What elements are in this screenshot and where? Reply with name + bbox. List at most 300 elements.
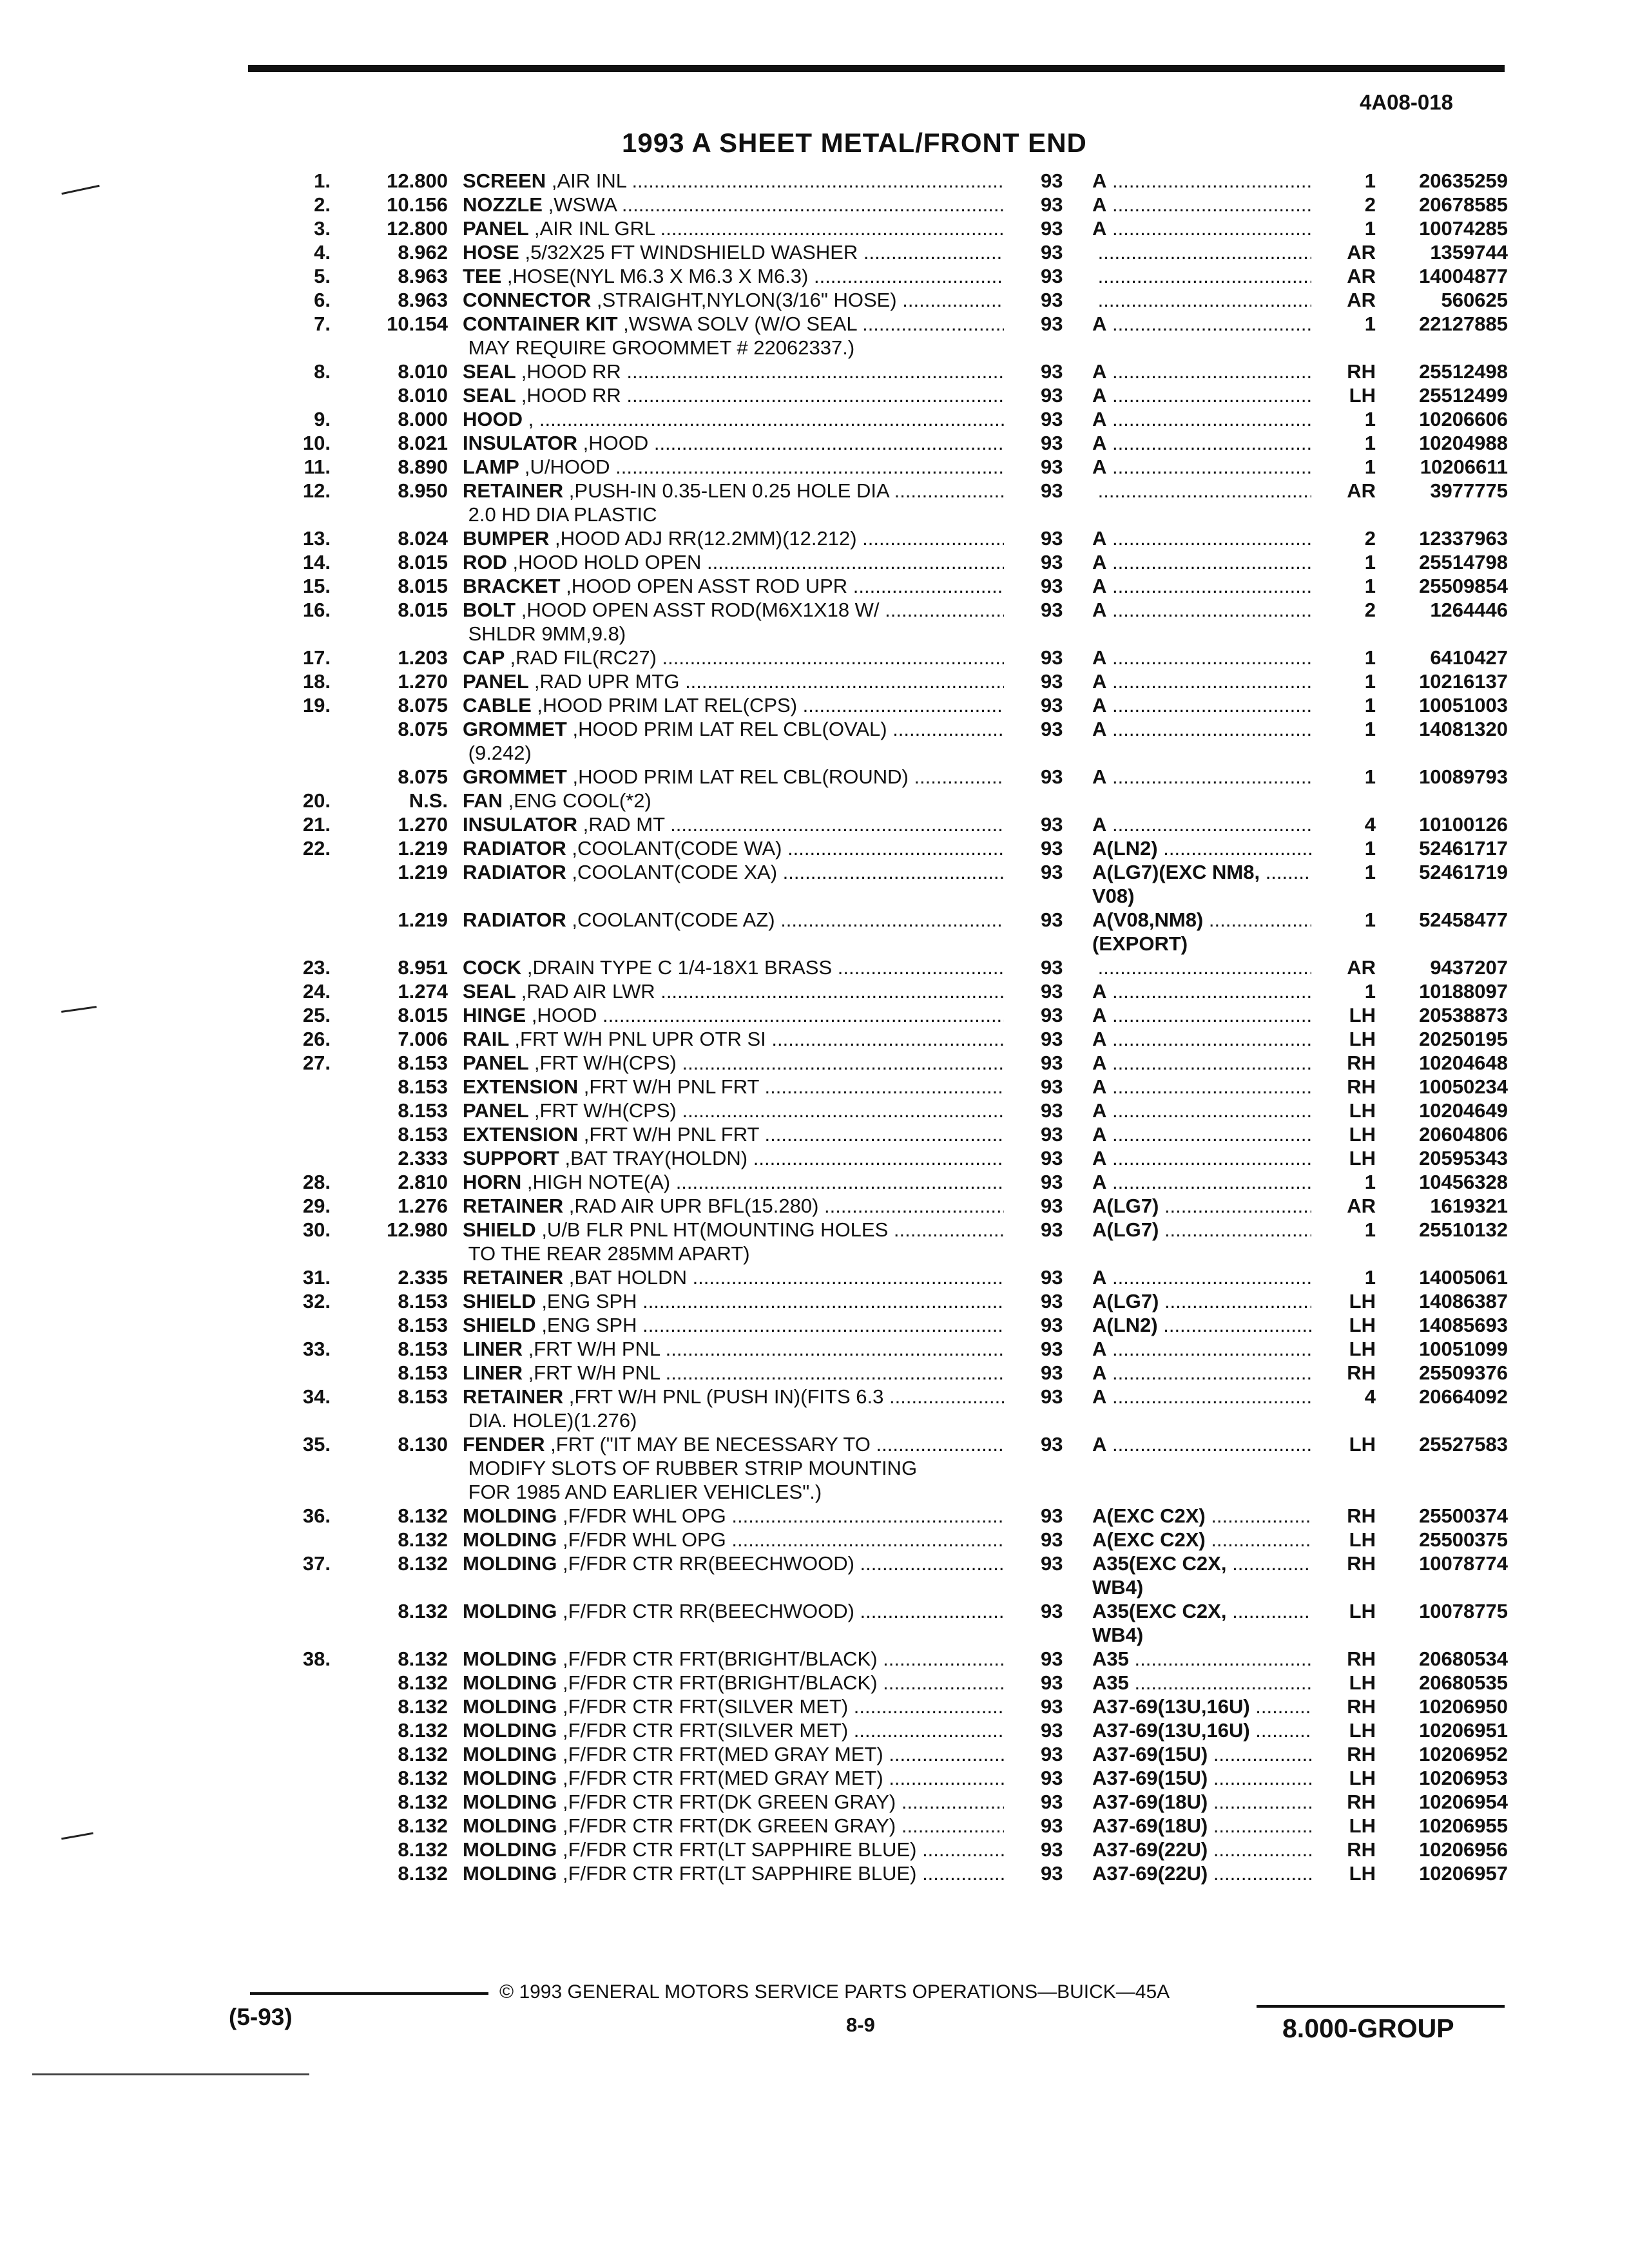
part-name: SHIELD — [463, 1290, 536, 1312]
part-number: 10216137 — [1419, 670, 1508, 693]
part-number: 20680534 — [1419, 1648, 1508, 1670]
model-year: 93 — [1041, 456, 1063, 478]
group-number: 8.153 — [398, 1385, 448, 1408]
part-detail: ,FRT W/H(CPS) — [534, 1099, 677, 1122]
part-detail: ,F/FDR CTR FRT(SILVER MET) — [563, 1695, 849, 1718]
model-usage: A(LG7)(EXC NM8, ..... — [1092, 860, 1311, 884]
group-number: 1.274 — [398, 980, 448, 1003]
item-number: 26. — [302, 1028, 331, 1050]
model-usage: A37-69(22U) ..... — [1092, 1861, 1311, 1885]
part-name: RADIATOR — [463, 908, 566, 931]
part-description — [463, 1718, 1004, 1742]
group-number: 8.890 — [398, 456, 448, 478]
group-number: 1.276 — [398, 1195, 448, 1217]
quantity: LH — [1349, 1028, 1376, 1050]
bottom-rule — [32, 2073, 309, 2075]
group-number: 1.203 — [398, 646, 448, 669]
footer-date: (5-93) — [229, 2004, 293, 2030]
part-name: TEE — [463, 265, 502, 287]
part-number: 25514798 — [1419, 551, 1508, 573]
part-description — [463, 550, 1004, 574]
part-detail: ,PUSH-IN 0.35-LEN 0.25 HOLE DIA — [568, 479, 889, 502]
model-usage — [1092, 240, 1311, 264]
part-detail: ,AIR INL — [551, 169, 626, 192]
part-name: PANEL — [463, 1099, 529, 1122]
part-name: RETAINER — [463, 479, 564, 502]
part-detail: ,FRT W/H(CPS) — [534, 1052, 677, 1074]
part-description — [463, 1456, 1004, 1480]
quantity: RH — [1347, 1838, 1376, 1861]
quantity: 1 — [1364, 432, 1376, 454]
group-number: 2.810 — [398, 1171, 448, 1193]
quantity: LH — [1349, 1099, 1376, 1122]
part-number: 10074285 — [1419, 217, 1508, 240]
model-year: 93 — [1041, 837, 1063, 860]
model-year: 93 — [1041, 765, 1063, 788]
group-number: 8.153 — [398, 1052, 448, 1074]
part-detail: ,COOLANT(CODE WA) — [572, 837, 782, 860]
part-name: MOLDING — [463, 1695, 557, 1718]
part-name: MOLDING — [463, 1743, 557, 1765]
model-usage: A ..... — [1092, 1361, 1311, 1385]
model-year: 93 — [1041, 670, 1063, 693]
part-name: MOLDING — [463, 1767, 557, 1789]
model-usage: A ..... — [1092, 169, 1311, 193]
part-description — [463, 407, 1004, 431]
part-number: 14004877 — [1419, 265, 1508, 287]
part-description — [463, 622, 1004, 646]
quantity: RH — [1347, 1361, 1376, 1384]
model-year: 93 — [1041, 980, 1063, 1003]
part-number: 25527583 — [1419, 1433, 1508, 1456]
model-usage: A ..... — [1092, 669, 1311, 693]
part-description — [463, 431, 1004, 455]
part-number: 1359744 — [1430, 241, 1508, 264]
part-name: MOLDING — [463, 1504, 557, 1527]
footer-copyright: © 1993 GENERAL MOTORS SERVICE PARTS OPERATIONS—BUICK—45A — [499, 1981, 1170, 2003]
part-description — [463, 741, 1004, 765]
quantity: 1 — [1364, 408, 1376, 430]
item-number: 10. — [302, 432, 331, 454]
part-description — [463, 1671, 1004, 1695]
group-number: 1.270 — [398, 813, 448, 836]
group-number: 8.015 — [398, 1004, 448, 1026]
model-usage: A ..... — [1092, 193, 1311, 216]
model-year: 93 — [1041, 908, 1063, 931]
model-usage: A ..... — [1092, 550, 1311, 574]
part-description — [463, 789, 1004, 812]
group-number: 8.015 — [398, 575, 448, 597]
quantity: 2 — [1364, 599, 1376, 621]
group-number: 8.132 — [398, 1814, 448, 1837]
part-name: EXTENSION — [463, 1123, 579, 1146]
part-number: 52458477 — [1419, 908, 1508, 931]
part-number: 10206954 — [1419, 1791, 1508, 1813]
group-number: 8.132 — [398, 1528, 448, 1551]
group-number: 8.132 — [398, 1743, 448, 1765]
part-detail: ,HOOD — [531, 1004, 597, 1026]
part-description — [463, 1242, 1004, 1265]
model-year: 93 — [1041, 1171, 1063, 1193]
part-description — [463, 193, 1004, 216]
item-number: 1. — [314, 169, 331, 192]
part-description — [463, 908, 1004, 932]
part-description — [463, 455, 1004, 479]
model-year: 93 — [1041, 1814, 1063, 1837]
item-number: 37. — [302, 1552, 331, 1575]
quantity: 1 — [1364, 169, 1376, 192]
part-detail: , — [528, 408, 534, 430]
model-year: 93 — [1041, 408, 1063, 430]
part-number: 10078775 — [1419, 1600, 1508, 1622]
group-number: 8.132 — [398, 1838, 448, 1861]
model-usage: A ..... — [1092, 1170, 1311, 1194]
part-description — [463, 1289, 1004, 1313]
part-name: CONTAINER KIT — [463, 312, 618, 335]
part-description — [463, 312, 1004, 336]
quantity: 1 — [1364, 646, 1376, 669]
model-usage: A ..... — [1092, 812, 1311, 836]
part-detail: SHLDR 9MM,9.8) — [468, 622, 626, 645]
group-number: 8.153 — [398, 1099, 448, 1122]
part-detail: ,F/FDR CTR FRT(SILVER MET) — [563, 1719, 849, 1742]
part-description — [463, 1623, 1004, 1647]
item-number: 14. — [302, 551, 331, 573]
part-detail: ,HOOD ADJ RR(12.2MM)(12.212) — [554, 527, 857, 550]
part-description — [463, 1218, 1004, 1242]
part-detail: (9.242) — [468, 742, 532, 764]
group-number: 8.000 — [398, 408, 448, 430]
part-detail: ,RAD AIR LWR — [521, 980, 655, 1003]
page-title: 1993 A SHEET METAL/FRONT END — [622, 128, 1087, 158]
item-number: 36. — [302, 1504, 331, 1527]
group-number: 12.800 — [387, 217, 448, 240]
part-detail: ,F/FDR WHL OPG — [563, 1504, 726, 1527]
model-year: 93 — [1041, 1099, 1063, 1122]
part-detail: ,F/FDR CTR RR(BEECHWOOD) — [563, 1552, 854, 1575]
part-description — [463, 1575, 1004, 1599]
model-year: 93 — [1041, 1028, 1063, 1050]
model-year: 93 — [1041, 312, 1063, 335]
part-description — [463, 1814, 1004, 1838]
quantity: AR — [1347, 241, 1376, 264]
quantity: RH — [1347, 1695, 1376, 1718]
quantity: 1 — [1364, 312, 1376, 335]
part-description — [463, 503, 1004, 526]
model-usage: A ..... — [1092, 1075, 1311, 1099]
part-description — [463, 1194, 1004, 1218]
quantity: LH — [1349, 1719, 1376, 1742]
part-description — [463, 1051, 1004, 1075]
model-usage: A ..... — [1092, 1385, 1311, 1408]
group-number: 8.950 — [398, 479, 448, 502]
part-name: GROMMET — [463, 718, 567, 740]
part-number: 10050234 — [1419, 1075, 1508, 1098]
quantity: RH — [1347, 1552, 1376, 1575]
item-number: 16. — [302, 599, 331, 621]
part-detail: ,RAD FIL(RC27) — [510, 646, 657, 669]
part-name: BUMPER — [463, 527, 550, 550]
part-description — [463, 979, 1004, 1003]
part-number: 25500375 — [1419, 1528, 1508, 1551]
part-name: CONNECTOR — [463, 289, 592, 311]
quantity: AR — [1347, 1195, 1376, 1217]
part-detail: ,HOOD PRIM LAT REL CBL(OVAL) — [572, 718, 887, 740]
model-usage: A ..... — [1092, 1099, 1311, 1122]
part-name: CABLE — [463, 694, 532, 716]
part-detail: ,F/FDR CTR RR(BEECHWOOD) — [563, 1600, 854, 1622]
model-usage: A ..... — [1092, 574, 1311, 598]
model-usage: A ..... — [1092, 1146, 1311, 1170]
part-number: 10206606 — [1419, 408, 1508, 430]
part-detail: ,AIR INL GRL — [534, 217, 655, 240]
part-description — [463, 836, 1004, 860]
part-name: RETAINER — [463, 1266, 564, 1289]
model-usage: A35(EXC C2X, ..... — [1092, 1599, 1311, 1623]
quantity: 1 — [1364, 980, 1376, 1003]
group-number: 10.154 — [387, 312, 448, 335]
group-number: 8.132 — [398, 1552, 448, 1575]
quantity: 1 — [1364, 456, 1376, 478]
part-number: 10456328 — [1419, 1171, 1508, 1193]
item-number: 15. — [302, 575, 331, 597]
item-number: 34. — [302, 1385, 331, 1408]
model-year: 93 — [1041, 432, 1063, 454]
part-number: 10206955 — [1419, 1814, 1508, 1837]
part-name: INSULATOR — [463, 432, 577, 454]
part-name: MOLDING — [463, 1791, 557, 1813]
quantity: 1 — [1364, 1266, 1376, 1289]
part-detail: ,FRT W/H PNL FRT — [583, 1123, 759, 1146]
part-number: 25512499 — [1419, 384, 1508, 407]
part-description — [463, 1480, 1004, 1504]
part-name: MOLDING — [463, 1648, 557, 1670]
part-number: 10204649 — [1419, 1099, 1508, 1122]
group-number: 8.153 — [398, 1314, 448, 1336]
group-number: 8.132 — [398, 1671, 448, 1694]
quantity: 2 — [1364, 527, 1376, 550]
group-number: 12.980 — [387, 1218, 448, 1241]
model-usage: A(V08,NM8) ..... — [1092, 908, 1311, 932]
part-name: LINER — [463, 1361, 523, 1384]
model-usage: A37-69(13U,16U) ..... — [1092, 1718, 1311, 1742]
group-number: 2.335 — [398, 1266, 448, 1289]
model-usage: A ..... — [1092, 1003, 1311, 1027]
model-year: 93 — [1041, 956, 1063, 979]
part-name: SHIELD — [463, 1314, 536, 1336]
group-number: 8.024 — [398, 527, 448, 550]
part-detail: ,U/B FLR PNL HT(MOUNTING HOLES — [541, 1218, 889, 1241]
part-number: 10206953 — [1419, 1767, 1508, 1789]
part-name: NOZZLE — [463, 193, 543, 216]
part-name: RETAINER — [463, 1385, 564, 1408]
part-number: 52461719 — [1419, 861, 1508, 883]
group-number: 8.153 — [398, 1361, 448, 1384]
part-name: FENDER — [463, 1433, 545, 1456]
part-number: 1619321 — [1430, 1195, 1508, 1217]
part-name: SUPPORT — [463, 1147, 559, 1169]
model-year: 93 — [1041, 1075, 1063, 1098]
model-year: 93 — [1041, 217, 1063, 240]
model-year: 93 — [1041, 718, 1063, 740]
part-detail: ,FRT W/H PNL (PUSH IN)(FITS 6.3 — [568, 1385, 884, 1408]
part-detail: ,COOLANT(CODE XA) — [572, 861, 778, 883]
model-year: 93 — [1041, 1552, 1063, 1575]
group-number: 8.153 — [398, 1290, 448, 1312]
page-number: 8-9 — [846, 2013, 875, 2036]
part-detail: FOR 1985 AND EARLIER VEHICLES".) — [468, 1481, 822, 1503]
model-year: 93 — [1041, 1338, 1063, 1360]
part-description — [463, 383, 1004, 407]
part-number: 20664092 — [1419, 1385, 1508, 1408]
quantity: 1 — [1364, 670, 1376, 693]
part-description — [463, 169, 1004, 193]
item-number: 25. — [302, 1004, 331, 1026]
part-number: 14005061 — [1419, 1266, 1508, 1289]
part-description — [463, 1838, 1004, 1861]
item-number: 18. — [302, 670, 331, 693]
item-number: 19. — [302, 694, 331, 716]
group-number: 8.132 — [398, 1504, 448, 1527]
model-usage: A ..... — [1092, 979, 1311, 1003]
part-name: SEAL — [463, 384, 516, 407]
item-number: 35. — [302, 1433, 331, 1456]
part-number: 14086387 — [1419, 1290, 1508, 1312]
group-number: 8.075 — [398, 718, 448, 740]
item-number: 21. — [302, 813, 331, 836]
part-detail: ,F/FDR CTR FRT(LT SAPPHIRE BLUE) — [563, 1838, 917, 1861]
part-description — [463, 1599, 1004, 1623]
model-usage: A ..... — [1092, 646, 1311, 669]
part-number: 10204988 — [1419, 432, 1508, 454]
part-description — [463, 216, 1004, 240]
item-number: 30. — [302, 1218, 331, 1241]
part-number: 10100126 — [1419, 813, 1508, 836]
part-description — [463, 1766, 1004, 1790]
part-description — [463, 1552, 1004, 1575]
item-number: 29. — [302, 1195, 331, 1217]
model-year: 93 — [1041, 694, 1063, 716]
quantity: 1 — [1364, 1218, 1376, 1241]
part-detail: ,BAT HOLDN — [568, 1266, 687, 1289]
group-number: 8.153 — [398, 1075, 448, 1098]
part-detail: ,WSWA — [548, 193, 617, 216]
group-number: 8.015 — [398, 599, 448, 621]
model-usage: A(LG7) ..... — [1092, 1289, 1311, 1313]
part-name: MOLDING — [463, 1528, 557, 1551]
model-usage: A(LG7) ..... — [1092, 1194, 1311, 1218]
group-number: 8.132 — [398, 1767, 448, 1789]
part-description — [463, 932, 1004, 956]
model-usage: A ..... — [1092, 717, 1311, 741]
part-name: RETAINER — [463, 1195, 564, 1217]
part-name: MOLDING — [463, 1552, 557, 1575]
part-detail: ,RAD UPR MTG — [534, 670, 680, 693]
quantity: 1 — [1364, 861, 1376, 883]
quantity: 1 — [1364, 217, 1376, 240]
part-number: 1264446 — [1430, 599, 1508, 621]
part-name: MOLDING — [463, 1719, 557, 1742]
model-year: 93 — [1041, 599, 1063, 621]
part-description — [463, 860, 1004, 884]
part-name: BOLT — [463, 599, 516, 621]
quantity: 2 — [1364, 193, 1376, 216]
part-name: ROD — [463, 551, 507, 573]
part-detail: ,FRT W/H PNL — [528, 1361, 660, 1384]
part-number: 10051099 — [1419, 1338, 1508, 1360]
part-description — [463, 264, 1004, 288]
part-name: SCREEN — [463, 169, 546, 192]
group-number: 8.075 — [398, 765, 448, 788]
part-name: RADIATOR — [463, 837, 566, 860]
part-name: RAIL — [463, 1028, 509, 1050]
model-year: 93 — [1041, 1004, 1063, 1026]
model-usage: A ..... — [1092, 765, 1311, 789]
item-number: 22. — [302, 837, 331, 860]
model-year: 93 — [1041, 1385, 1063, 1408]
part-detail: ,F/FDR CTR FRT(BRIGHT/BLACK) — [563, 1648, 878, 1670]
model-usage — [1092, 956, 1311, 979]
part-description — [463, 693, 1004, 717]
part-number: 22127885 — [1419, 312, 1508, 335]
part-detail: ,BAT TRAY(HOLDN) — [564, 1147, 748, 1169]
model-usage: A ..... — [1092, 1432, 1311, 1456]
part-description — [463, 1385, 1004, 1408]
group-number: 7.006 — [398, 1028, 448, 1050]
part-description — [463, 1432, 1004, 1456]
group-number: N.S. — [409, 789, 448, 812]
part-description — [463, 1146, 1004, 1170]
quantity: 4 — [1364, 813, 1376, 836]
quantity: RH — [1347, 1075, 1376, 1098]
part-description — [463, 598, 1004, 622]
part-detail: ,RAD MT — [583, 813, 665, 836]
model-usage — [1092, 479, 1311, 503]
part-number: 20678585 — [1419, 193, 1508, 216]
part-number: 20250195 — [1419, 1028, 1508, 1050]
group-number: 8.132 — [398, 1600, 448, 1622]
quantity: RH — [1347, 1648, 1376, 1670]
part-number: 3977775 — [1430, 479, 1508, 502]
part-number: 14081320 — [1419, 718, 1508, 740]
part-name: MOLDING — [463, 1814, 557, 1837]
model-usage: A(LN2) ..... — [1092, 1313, 1311, 1337]
part-description — [463, 1408, 1004, 1432]
model-year: 93 — [1041, 1123, 1063, 1146]
part-name: HOSE — [463, 241, 519, 264]
quantity: LH — [1349, 1814, 1376, 1837]
part-detail: ,ENG COOL(*2) — [508, 789, 651, 812]
part-detail: MAY REQUIRE GROOMMET # 22062337.) — [468, 336, 855, 359]
part-detail: ,STRAIGHT,NYLON(3/16" HOSE) — [596, 289, 897, 311]
part-number: 20635259 — [1419, 169, 1508, 192]
item-number: 31. — [302, 1266, 331, 1289]
model-usage: A ..... — [1092, 1122, 1311, 1146]
model-usage: A37-69(15U) ..... — [1092, 1742, 1311, 1766]
model-year: 93 — [1041, 289, 1063, 311]
part-number: 9437207 — [1430, 956, 1508, 979]
model-year: 93 — [1041, 1218, 1063, 1241]
part-description — [463, 1337, 1004, 1361]
part-description — [463, 1528, 1004, 1552]
item-number: 4. — [314, 241, 331, 264]
model-year: 93 — [1041, 1743, 1063, 1765]
model-year: 93 — [1041, 1528, 1063, 1551]
part-number: 560625 — [1441, 289, 1508, 311]
model-usage: A(LG7) ..... — [1092, 1218, 1311, 1242]
part-name: PANEL — [463, 670, 529, 693]
model-year: 93 — [1041, 1767, 1063, 1789]
